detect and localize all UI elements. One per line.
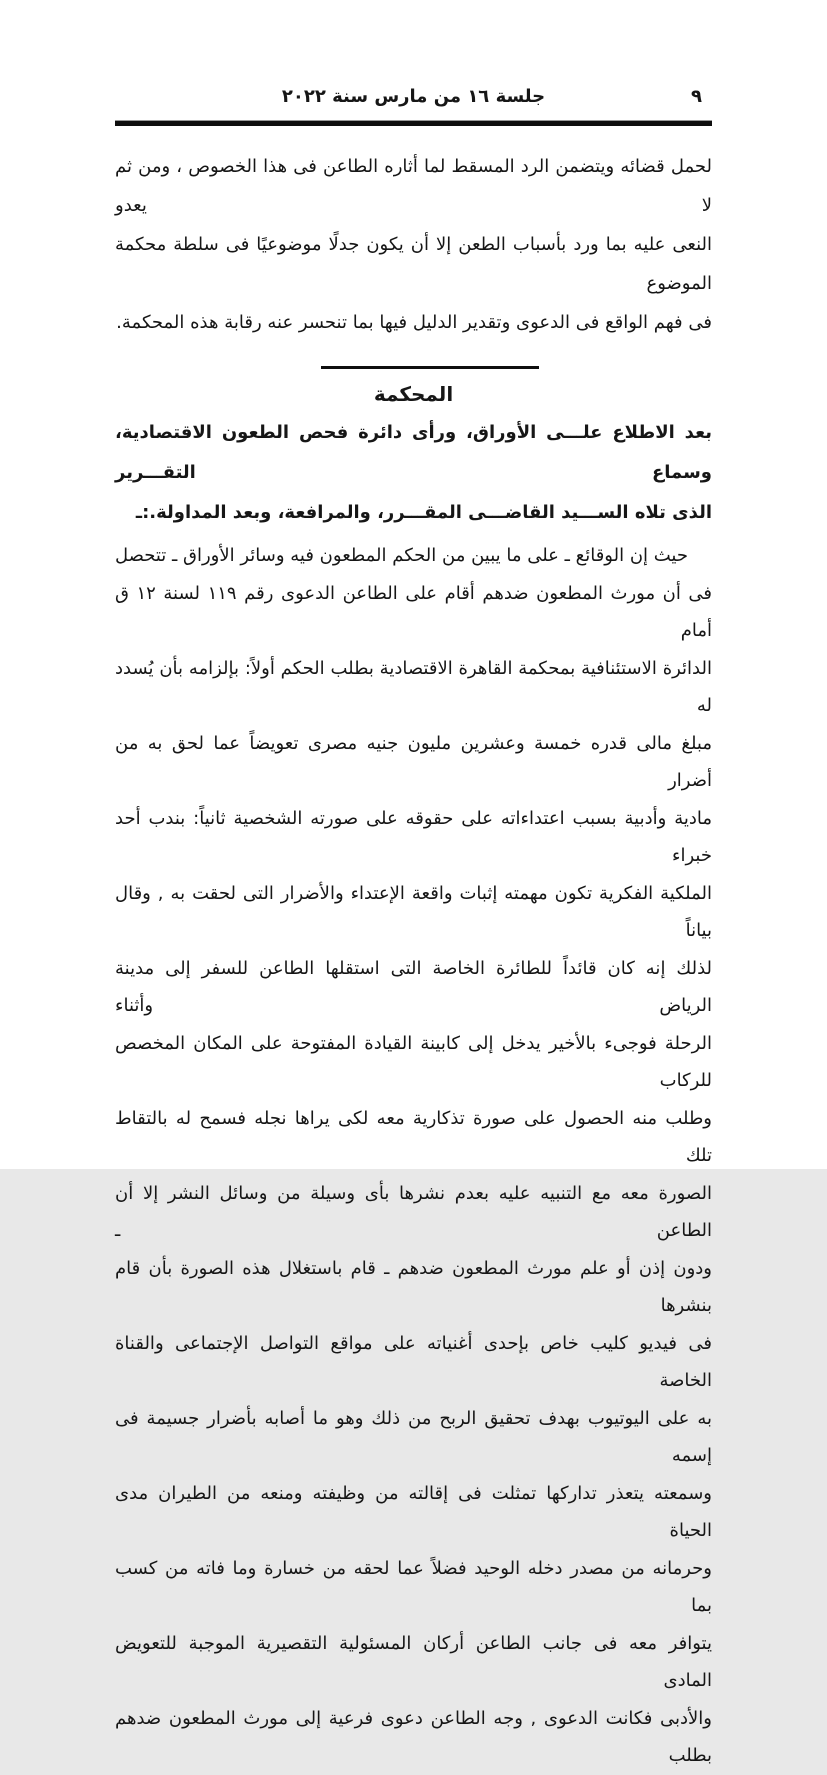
text-line: به على اليوتيوب بهدف تحقيق الربح من ذلك وهو ما أصابه بأضرار جسيمة فى إسمه [115, 1407, 712, 1466]
text-line: الصورة معه مع التنبيه عليه بعدم نشرها بأى وسيلة من وسائل النشر إلا أن الطاعن ـ [115, 1182, 712, 1241]
text-line: وطلب منه الحصول على صورة تذكارية معه لكى يراها نجله فسمح له بالتقاط تلك [115, 1107, 712, 1166]
text-line: مبلغ مالى قدره خمسة وعشرين مليون جنيه مصرى تعويضاً عما لحق به من أضرار [115, 732, 712, 791]
preamble-paragraph [115, 413, 712, 533]
text-line: والأدبى فكانت الدعوى , وجه الطاعن دعوى فرعية إلى مورث المطعون ضدهم بطلب [115, 1707, 712, 1766]
text-line: حيث إن الوقائع ـ على ما يبين من الحكم المطعون فيه وسائر الأوراق ـ تتحصل [114, 545, 688, 566]
text-line: فى أن مورث المطعون ضدهم أقام على الطاعن الدعوى رقم ١١٩ لسنة ١٢ ق أمام [115, 582, 713, 641]
page-header [115, 0, 712, 110]
text-line: وحرمانه من مصدر دخله الوحيد فضلاً عما لحقه من خسارة وما فاته من كسب بما [115, 1557, 712, 1616]
text-line: الملكية الفكرية تكون مهمته إثبات واقعة الإعتداء والأضرار التى لحقت به , وقال بياناً [115, 882, 712, 941]
text-line: فى فيديو كليب خاص بإحدى أغنياته على مواقع التواصل الإجتماعى والقناة الخاصة [115, 1332, 712, 1391]
court-heading: المحكمة [373, 382, 454, 406]
text-line: الرحلة فوجىء بالأخير يدخل إلى كابينة القيادة المفتوحة على المكان المخصص للركاب [115, 1032, 712, 1091]
text-line: وسمعته يتعذر تداركها تمثلت فى إقالته من وظيفته ومنعه من الطيران مدى الحياة [115, 1482, 712, 1541]
intro-paragraph [115, 147, 712, 342]
section-divider [321, 366, 539, 369]
text-line: ودون إذن أو علم مورث المطعون ضدهم ـ قام باستغلال هذه الصورة بأن قام بنشرها [115, 1257, 712, 1316]
text-line: الدائرة الاستئنافية بمحكمة القاهرة الاقتصادية بطلب الحكم أولاً: بإلزامه بأن يُسدد له [115, 657, 712, 716]
text-line: مادية وأدبية بسبب اعتداءاته على حقوقه على صورته الشخصية ثانياً: بندب أحد خبراء [115, 807, 712, 866]
header-rule [115, 120, 712, 126]
text-line: الذى تلاه الســـيد القاضـــى المقـــرر، والمرافعة، وبعد المداولة.:ـ [135, 502, 712, 523]
text-line: بعد الاطلاع علـــى الأوراق، ورأى دائرة فحص الطعون الاقتصادية، وسماع التقـــرير [115, 422, 712, 483]
facts-paragraph [115, 537, 712, 1775]
text-line: فى فهم الواقع فى الدعوى وتقدير الدليل فيها بما تنحسر عنه رقابة هذه المحكمة. [116, 312, 712, 333]
text-line: يتوافر معه فى جانب الطاعن أركان المسئولية التقصيرية الموجبة للتعويض المادى [115, 1632, 712, 1691]
text-line: لحمل قضائه ويتضمن الرد المسقط لما أثاره الطاعن فى هذا الخصوص ، ومن ثم لا يعدو [115, 156, 712, 216]
text-line: لذلك إنه كان قائداً للطائرة الخاصة التى استقلها الطاعن للسفر إلى مدينة الرياض وأثناء [115, 957, 712, 1016]
session-title: جلسة ١٦ من مارس سنة ٢٠٢٢ [281, 86, 546, 107]
text-line: النعى عليه بما ورد بأسباب الطعن إلا أن يكون جدلًا موضوعيًا فى سلطة محكمة الموضوع [115, 234, 712, 294]
page-number: ٩ [691, 86, 702, 107]
